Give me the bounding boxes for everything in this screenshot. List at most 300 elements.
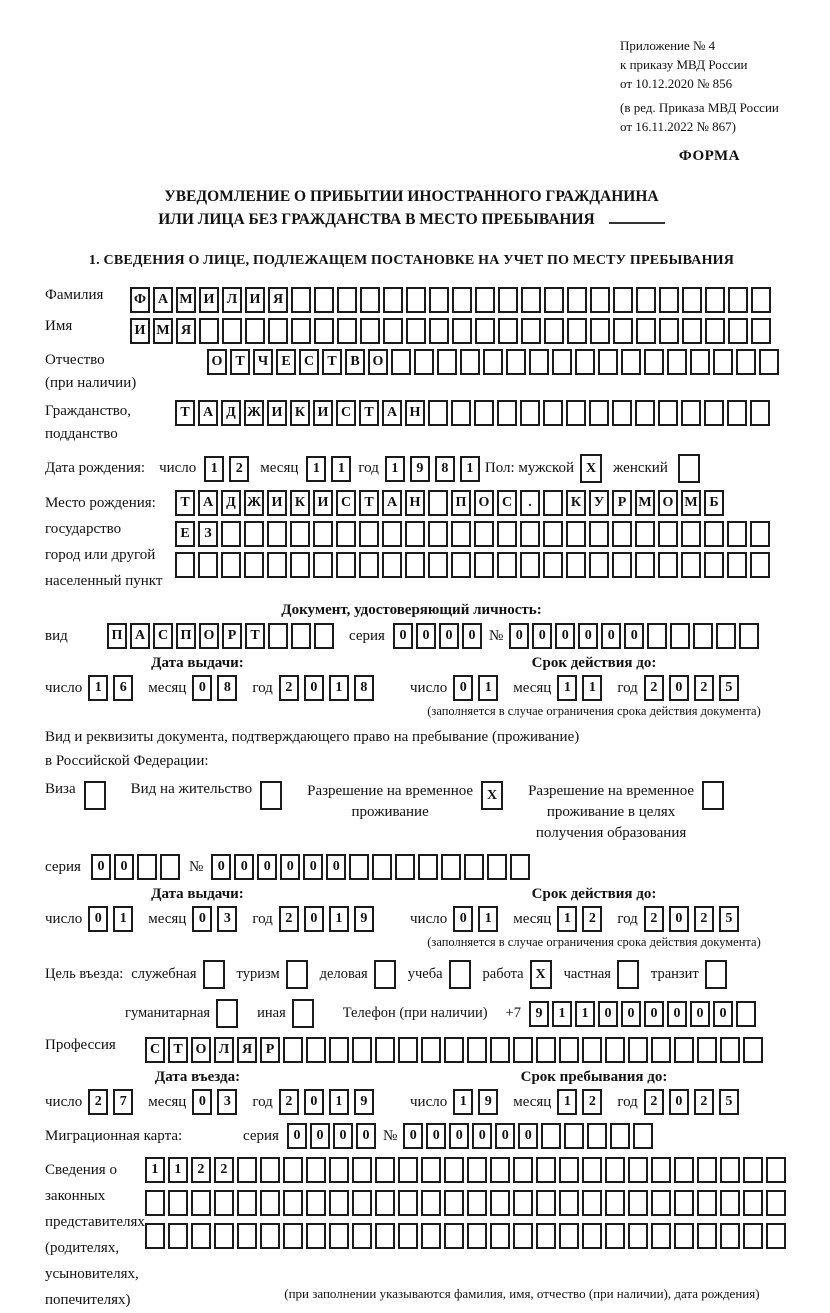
form-cell: [421, 1037, 441, 1063]
form-cell: Е: [175, 521, 195, 547]
doc-number-label: №: [488, 627, 504, 644]
form-cell: З: [198, 521, 218, 547]
form-cell: [720, 1157, 740, 1183]
form-cell: 2: [644, 1089, 664, 1115]
residence-permit-label: Вид на жительство: [130, 781, 253, 797]
form-cell: [292, 999, 314, 1028]
sex-female-label: женский: [613, 460, 668, 476]
form-cell: [336, 521, 356, 547]
form-cell: Т: [359, 490, 379, 516]
form-cell: [613, 287, 633, 313]
form-cell: [633, 1123, 653, 1149]
form-cell: Ч: [253, 349, 273, 375]
form-cell: [697, 1223, 717, 1249]
form-cell: 0: [644, 1001, 664, 1027]
form-cell: [406, 287, 426, 313]
entry-day: [88, 1089, 138, 1115]
form-cell: С: [336, 490, 356, 516]
identity-valid-month: [557, 675, 607, 701]
purpose-business-checkbox: [374, 960, 399, 989]
form-cell: [283, 1157, 303, 1183]
form-cell: [759, 349, 779, 375]
birthplace-block: [45, 490, 778, 594]
form-cell: Д: [221, 490, 241, 516]
form-cell: [521, 318, 541, 344]
form-cell: [283, 1223, 303, 1249]
form-cell: 1: [557, 1089, 577, 1115]
year-label: год: [252, 1093, 273, 1110]
form-cell: О: [191, 1037, 211, 1063]
visa-checkbox: [84, 781, 109, 810]
form-cell: 0: [304, 675, 324, 701]
entry-date-col: [45, 1069, 410, 1115]
form-cell: И: [267, 490, 287, 516]
form-cell: [405, 552, 425, 578]
name-row: [45, 318, 778, 344]
entry-year: [279, 1089, 379, 1115]
form-cell: [647, 623, 667, 649]
identity-valid-heading: Срок действия до:: [531, 655, 657, 671]
purpose-transit-checkbox: [705, 960, 730, 989]
form-cell: 1: [478, 675, 498, 701]
birth-year-cells: [385, 456, 485, 482]
form-cell: [610, 1123, 630, 1149]
form-cell: [452, 318, 472, 344]
form-cell: [636, 287, 656, 313]
form-cell: [314, 318, 334, 344]
migration-number-cells: [403, 1123, 656, 1149]
form-cell: [520, 400, 540, 426]
representatives-label: Сведения о законных представителях (родителях, усыновителях, попечителях): [45, 1162, 145, 1308]
form-cell: [670, 623, 690, 649]
form-cell: [221, 552, 241, 578]
sex-male-checkbox: [580, 454, 605, 483]
form-cell: И: [199, 287, 219, 313]
form-cell: [628, 1037, 648, 1063]
residence-valid-month: [557, 906, 607, 932]
form-cell: [382, 552, 402, 578]
form-cell: И: [313, 490, 333, 516]
form-cell: О: [368, 349, 388, 375]
form-cell: [464, 854, 484, 880]
form-cell: 0: [713, 1001, 733, 1027]
form-cell: [372, 854, 392, 880]
residence-series-cells: [91, 854, 183, 880]
form-cell: 0: [453, 675, 473, 701]
residence-valid-day: [453, 906, 503, 932]
form-cell: [612, 400, 632, 426]
form-cell: [727, 552, 747, 578]
form-cell: [659, 287, 679, 313]
form-cell: [490, 1037, 510, 1063]
form-cell: [460, 349, 480, 375]
form-cell: [605, 1190, 625, 1216]
form-cell: [359, 552, 379, 578]
form-cell: 0: [669, 675, 689, 701]
temp-residence-edu-label: Разрешение на временное проживание в целях получения образования: [528, 783, 695, 841]
identity-valid-note: (заполняется в случае ограничения срока действия документа): [427, 704, 761, 718]
form-cell: И: [313, 400, 333, 426]
form-cell: 0: [304, 1089, 324, 1115]
birthplace-cells: [175, 490, 778, 583]
form-cell: [536, 1223, 556, 1249]
form-cell: 9: [410, 456, 430, 482]
form-cell: [681, 521, 701, 547]
form-cell: [237, 1223, 257, 1249]
residence-valid-note: (заполняется в случае ограничения срока действия документа): [427, 935, 761, 949]
doc-series-cells: [393, 623, 485, 649]
form-cell: Д: [221, 400, 241, 426]
form-cell: [429, 318, 449, 344]
form-cell: О: [474, 490, 494, 516]
form-cell: [414, 349, 434, 375]
form-cell: [260, 781, 282, 810]
form-cell: Я: [176, 318, 196, 344]
form-cell: [750, 521, 770, 547]
form-cell: 0: [304, 906, 324, 932]
form-cell: 2: [644, 675, 664, 701]
form-cell: [395, 854, 415, 880]
form-cell: 9: [478, 1089, 498, 1115]
form-cell: [267, 521, 287, 547]
form-cell: [449, 960, 471, 989]
form-cell: Т: [245, 623, 265, 649]
form-cell: [728, 287, 748, 313]
form-cell: [237, 1157, 257, 1183]
form-cell: [391, 349, 411, 375]
form-cell: [490, 1223, 510, 1249]
form-cell: 6: [113, 675, 133, 701]
month-label: месяц: [148, 1093, 187, 1110]
temp-residence-edu-option: [528, 781, 727, 844]
month-label: месяц: [513, 1093, 552, 1110]
form-cell: [467, 1223, 487, 1249]
order-reference-block: [620, 36, 830, 136]
stay-month: [557, 1089, 607, 1115]
form-cell: О: [199, 623, 219, 649]
form-cell: 5: [719, 1089, 739, 1115]
form-cell: [398, 1190, 418, 1216]
temp-residence-checkbox: [481, 781, 506, 810]
purpose-work-checkbox: [530, 960, 555, 989]
form-cell: [444, 1190, 464, 1216]
form-cell: [268, 623, 288, 649]
form-cell: 8: [354, 675, 374, 701]
temp-residence-edu-checkbox: [702, 781, 727, 810]
form-cell: [743, 1157, 763, 1183]
form-cell: Т: [230, 349, 250, 375]
form-cell: [702, 781, 724, 810]
form-cell: [766, 1223, 786, 1249]
form-cell: [375, 1190, 395, 1216]
form-cell: К: [566, 490, 586, 516]
form-cell: [543, 521, 563, 547]
form-cell: С: [153, 623, 173, 649]
form-cell: 1: [204, 456, 224, 482]
residence-issue-col: [45, 886, 410, 950]
migration-series-label: серия: [243, 1127, 279, 1144]
form-cell: [635, 521, 655, 547]
form-cell: [567, 318, 587, 344]
form-cell: [437, 349, 457, 375]
form-cell: 0: [393, 623, 413, 649]
form-cell: [260, 1157, 280, 1183]
form-cell: [674, 1157, 694, 1183]
profession-row: [45, 1037, 778, 1063]
form-cell: [383, 287, 403, 313]
form-cell: К: [290, 400, 310, 426]
birthplace-label: Место рождения: государство город или другой населенный пункт: [45, 495, 163, 589]
residence-dates: [45, 886, 778, 950]
surname-cells: [130, 287, 774, 313]
form-cell: [716, 623, 736, 649]
identity-issue-heading: Дата выдачи:: [151, 655, 244, 671]
form-cell: М: [153, 318, 173, 344]
year-label: год: [617, 1093, 638, 1110]
doc-type-label: вид: [45, 627, 68, 644]
identity-valid-col: [410, 655, 778, 719]
form-cell: [582, 1190, 602, 1216]
day-label: число: [159, 460, 197, 476]
form-cell: [474, 400, 494, 426]
form-cell: [286, 960, 308, 989]
form-cell: [658, 400, 678, 426]
form-cell: [291, 623, 311, 649]
form-cell: У: [589, 490, 609, 516]
form-cell: [168, 1190, 188, 1216]
sex-female-checkbox: [678, 454, 703, 483]
form-cell: М: [681, 490, 701, 516]
form-cell: [398, 1157, 418, 1183]
form-title: [45, 185, 778, 231]
temp-residence-option: [307, 781, 506, 823]
form-cell: О: [658, 490, 678, 516]
form-cell: 0: [601, 623, 621, 649]
form-cell: 2: [694, 1089, 714, 1115]
form-cell: [543, 552, 563, 578]
representatives-cells: [145, 1157, 789, 1313]
form-cell: 1: [460, 456, 480, 482]
temp-residence-label: Разрешение на временное проживание: [307, 783, 474, 820]
surname-label: Фамилия: [45, 287, 104, 303]
form-cell: [360, 318, 380, 344]
representatives-row2: [145, 1190, 789, 1216]
citizenship-label: Гражданство, подданство: [45, 403, 132, 442]
form-cell: 2: [214, 1157, 234, 1183]
form-cell: 0: [439, 623, 459, 649]
form-cell: 0: [532, 623, 552, 649]
form-cell: [260, 1223, 280, 1249]
form-cell: [598, 349, 618, 375]
form-cell: [375, 1223, 395, 1249]
form-cell: [628, 1223, 648, 1249]
form-cell: [704, 521, 724, 547]
form-cell: [713, 349, 733, 375]
purpose-work: работа X: [483, 960, 555, 989]
form-cell: [290, 521, 310, 547]
form-cell: [245, 318, 265, 344]
form-cell: 0: [287, 1123, 307, 1149]
section-1-heading: 1. СВЕДЕНИЯ О ЛИЦЕ, ПОДЛЕЖАЩЕМ ПОСТАНОВКЕ НА УЧЕТ ПО МЕСТУ ПРЕБЫВАНИЯ: [88, 253, 735, 268]
representatives-block: [45, 1157, 778, 1313]
form-cell: 0: [356, 1123, 376, 1149]
form-cell: [704, 552, 724, 578]
form-cell: [727, 400, 747, 426]
form-cell: [428, 400, 448, 426]
visa-option: [45, 781, 109, 810]
form-cell: 0: [449, 1123, 469, 1149]
form-cell: 1: [575, 1001, 595, 1027]
form-cell: [612, 521, 632, 547]
form-cell: 1: [145, 1157, 165, 1183]
form-cell: [575, 349, 595, 375]
form-cell: [743, 1037, 763, 1063]
form-cell: 0: [91, 854, 111, 880]
form-cell: [84, 781, 106, 810]
form-cell: [582, 1037, 602, 1063]
form-cell: [444, 1223, 464, 1249]
identity-issue-year: [279, 675, 379, 701]
form-cell: 0: [211, 854, 231, 880]
year-label: год: [252, 910, 273, 927]
form-cell: [421, 1190, 441, 1216]
name-cells: [130, 318, 774, 344]
form-cell: 1: [331, 456, 351, 482]
purpose-private-checkbox: [617, 960, 642, 989]
form-cell: 0: [303, 854, 323, 880]
residence-valid-heading: Срок действия до:: [531, 886, 657, 902]
form-cell: X: [580, 454, 602, 483]
form-cell: 1: [453, 1089, 473, 1115]
citizenship-cells: [175, 400, 773, 426]
form-cell: [513, 1157, 533, 1183]
form-cell: [352, 1223, 372, 1249]
form-cell: И: [267, 400, 287, 426]
surname-row: [45, 287, 778, 313]
form-cell: [736, 1001, 756, 1027]
form-cell: [566, 552, 586, 578]
form-cell: [589, 521, 609, 547]
form-cell: [490, 1190, 510, 1216]
birthplace-row3: [175, 552, 773, 578]
form-cell: [306, 1037, 326, 1063]
form-cell: 0: [555, 623, 575, 649]
form-cell: 0: [114, 854, 134, 880]
form-cell: [590, 318, 610, 344]
form-cell: А: [198, 490, 218, 516]
citizenship-row: [45, 400, 778, 446]
identity-issue-col: [45, 655, 410, 719]
form-cell: [520, 521, 540, 547]
form-cell: 3: [217, 1089, 237, 1115]
form-cell: [398, 1037, 418, 1063]
form-cell: Р: [222, 623, 242, 649]
form-cell: [352, 1157, 372, 1183]
form-cell: [313, 521, 333, 547]
form-cell: 0: [403, 1123, 423, 1149]
form-cell: [605, 1037, 625, 1063]
form-cell: [329, 1157, 349, 1183]
form-cell: [474, 552, 494, 578]
form-cell: 8: [217, 675, 237, 701]
form-cell: [383, 318, 403, 344]
form-cell: 3: [217, 906, 237, 932]
form-cell: [589, 400, 609, 426]
form-cell: [681, 552, 701, 578]
form-cell: [690, 349, 710, 375]
form-cell: [329, 1223, 349, 1249]
purpose-other-checkbox: [292, 999, 317, 1028]
form-cell: [529, 349, 549, 375]
form-cell: С: [336, 400, 356, 426]
form-cell: 0: [462, 623, 482, 649]
form-cell: [644, 349, 664, 375]
form-cell: [674, 1223, 694, 1249]
form-cell: [451, 552, 471, 578]
migration-card-row: [45, 1123, 778, 1149]
form-cell: Т: [175, 400, 195, 426]
form-cell: [398, 1223, 418, 1249]
month-label: месяц: [148, 679, 187, 696]
form-cell: Б: [704, 490, 724, 516]
form-cell: 5: [719, 675, 739, 701]
form-cell: [199, 318, 219, 344]
form-cell: [613, 318, 633, 344]
identity-issue-day: [88, 675, 138, 701]
form-cell: [191, 1223, 211, 1249]
residence-valid-col: [410, 886, 778, 950]
residence-number-cells: [211, 854, 533, 880]
form-cell: 0: [280, 854, 300, 880]
identity-doc-heading: Документ, удостоверяющий личность:: [281, 602, 542, 618]
form-cell: Я: [268, 287, 288, 313]
form-cell: [497, 552, 517, 578]
form-cell: [521, 287, 541, 313]
form-cell: О: [207, 349, 227, 375]
form-cell: 0: [192, 1089, 212, 1115]
day-label: число: [410, 679, 448, 696]
stay-until-heading: Срок пребывания до:: [520, 1069, 668, 1085]
form-cell: [667, 349, 687, 375]
stay-until-col: [410, 1069, 778, 1115]
form-cell: [766, 1157, 786, 1183]
form-cell: [536, 1157, 556, 1183]
form-cell: 2: [582, 906, 602, 932]
form-cell: [693, 623, 713, 649]
representatives-row1: [145, 1157, 789, 1183]
month-label: месяц: [513, 910, 552, 927]
form-cell: 0: [518, 1123, 538, 1149]
form-cell: А: [382, 490, 402, 516]
form-cell: 2: [279, 1089, 299, 1115]
form-cell: [214, 1223, 234, 1249]
form-cell: [214, 1190, 234, 1216]
form-cell: [697, 1157, 717, 1183]
phone-prefix: +7: [505, 1005, 521, 1021]
form-cell: 8: [435, 456, 455, 482]
form-cell: [467, 1190, 487, 1216]
stay-day: [453, 1089, 503, 1115]
form-cell: [267, 552, 287, 578]
form-cell: 0: [310, 1123, 330, 1149]
form-cell: 1: [306, 456, 326, 482]
form-cell: [329, 1037, 349, 1063]
form-cell: [506, 349, 526, 375]
form-cell: [682, 287, 702, 313]
form-cell: [612, 552, 632, 578]
form-cell: [467, 1157, 487, 1183]
form-cell: [635, 400, 655, 426]
